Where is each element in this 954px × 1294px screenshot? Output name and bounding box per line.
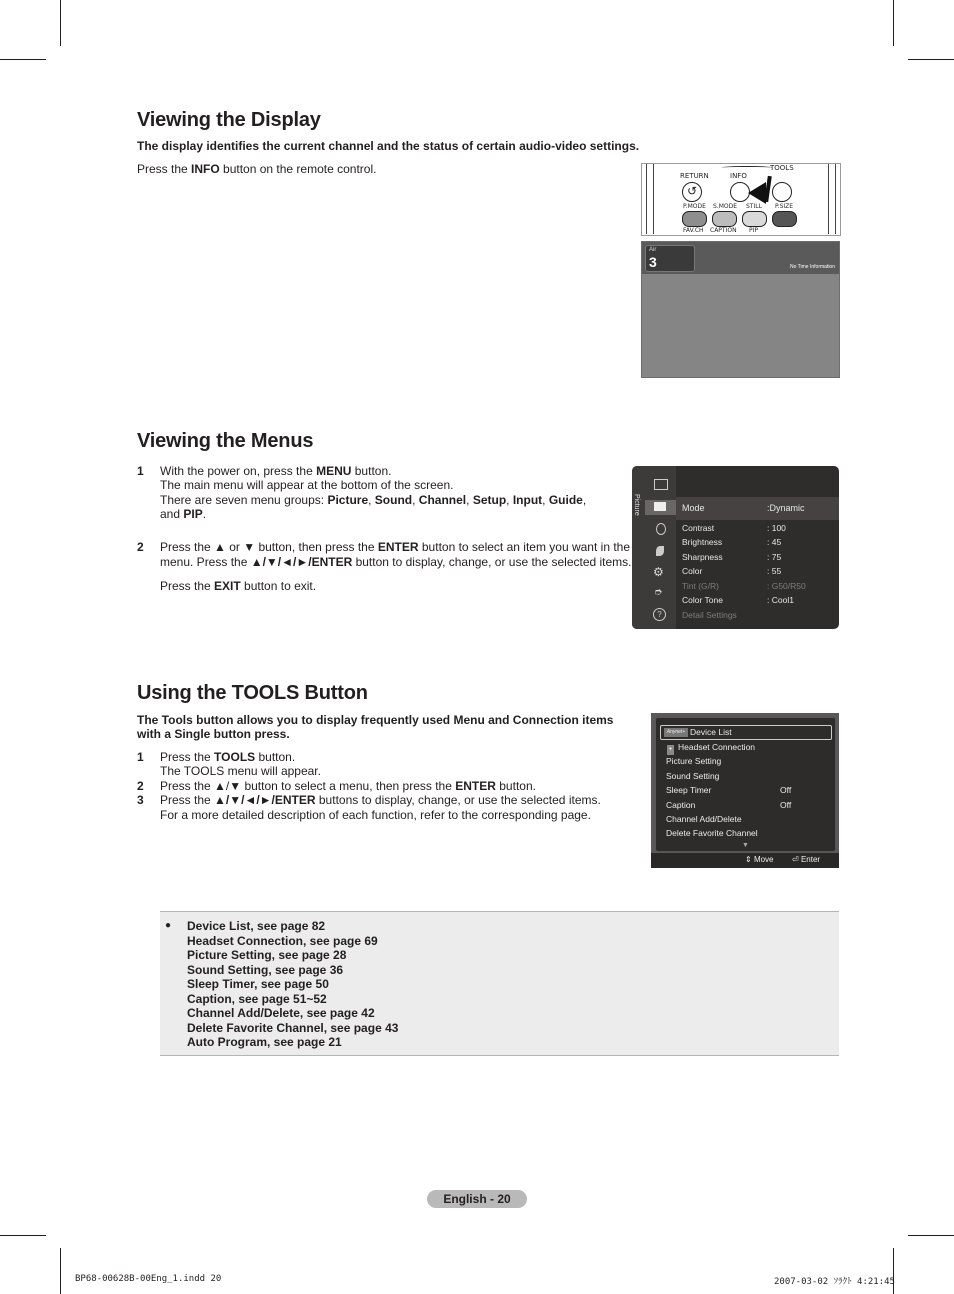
instruction-info: Press the INFO button on the remote control. (137, 162, 377, 176)
page-number-pill: English - 20 (427, 1190, 527, 1208)
menu-sidebar (632, 466, 676, 629)
tv-info-screen (641, 241, 840, 378)
bluetooth-icon: • (667, 745, 674, 755)
section-title-menus: Viewing the Menus (137, 430, 314, 452)
crop-mark (908, 59, 954, 60)
file-name: BP68-00628B-00Eng_1.indd 20 (75, 1274, 222, 1284)
info-label: INFO (730, 172, 747, 180)
tools-menu-item: Channel Add/Delete (666, 814, 742, 824)
return-label: RETURN (680, 172, 709, 180)
menu-row-value: : Cool1 (767, 595, 794, 605)
sound-icon (656, 523, 666, 535)
psize-button (772, 211, 797, 227)
pmode-button (682, 211, 707, 227)
note-line: Sleep Timer, see page 50 (187, 977, 329, 991)
section-intro: The display identifies the current channel and the status of certain audio-video settings. (137, 139, 640, 153)
picture-icon (654, 502, 666, 511)
tools-step1-b: The TOOLS menu will appear. (160, 764, 321, 778)
help-icon: ? (653, 608, 666, 621)
tools-menu-screen (651, 713, 839, 868)
enter-icon: ⏎ (792, 855, 799, 864)
source-label: Air (649, 247, 657, 253)
move-hint: ⇕ Move (745, 855, 774, 864)
return-button (682, 182, 702, 202)
menu-row-label: Sharpness (682, 552, 723, 562)
note-line: Picture Setting, see page 28 (187, 948, 347, 962)
step1-line-a: With the power on, press the MENU button. (160, 464, 392, 478)
menu-row-value: : 100 (767, 523, 786, 533)
still-label: STILL (746, 203, 762, 210)
step-number: 2 (137, 779, 144, 793)
menu-row-label: Color Tone (682, 595, 723, 605)
step-number: 1 (137, 750, 144, 764)
crop-mark (0, 59, 46, 60)
menu-row-value: : 45 (767, 537, 782, 547)
crop-mark (908, 1235, 954, 1236)
favch-label: FAV.CH (683, 227, 704, 234)
enter-hint: ⏎ Enter (792, 855, 821, 864)
updown-icon: ⇕ (745, 855, 752, 864)
crop-mark (893, 0, 894, 46)
setup-gear-icon: ⚙ (653, 565, 664, 579)
tools-menu-item-value: Off (780, 800, 792, 810)
step1-line-c: There are seven menu groups: Picture, Sound, Channel, Setup, Input, Guide, (160, 493, 587, 507)
return-icon: ↺ (687, 184, 698, 198)
channel-box (645, 245, 695, 272)
step2-line-a: Press the ▲ or ▼ button, then press the ENTER button to select an item you want in the (160, 540, 631, 554)
guide-icon (654, 479, 668, 490)
tools-button (772, 182, 792, 202)
smode-button (712, 211, 737, 227)
pmode-label: P.MODE (683, 203, 706, 210)
tools-menu-item: Delete Favorite Channel (666, 828, 758, 838)
scroll-down-icon: ▼ (742, 842, 749, 849)
menu-row-value: : G50/R50 (767, 581, 806, 591)
note-line: Caption, see page 51~52 (187, 991, 327, 1006)
tools-footer (651, 853, 839, 868)
menu-row-value: : 75 (767, 552, 782, 562)
tools-menu-item: Headset Connection (678, 742, 756, 752)
tools-step2: Press the ▲/▼ button to select a menu, then press the ENTER button. (160, 779, 536, 793)
section-title-tools: Using the TOOLS Button (137, 682, 368, 704)
menu-row-label: Tint (G/R) (682, 581, 719, 591)
note-line: Headset Connection, see page 69 (187, 933, 378, 948)
crop-mark (60, 1248, 61, 1294)
anynet-logo: Anynet+ (664, 728, 688, 737)
tools-menu-panel (655, 717, 836, 852)
tools-menu-item-value: Off (780, 785, 792, 795)
note-line: Auto Program, see page 21 (187, 1035, 342, 1049)
step-number: 1 (137, 464, 144, 478)
input-icon: ➮ (654, 587, 663, 598)
channel-number: 3 (649, 254, 657, 270)
channel-icon (656, 546, 664, 556)
still-button (742, 211, 767, 227)
menu-row-label: Color (682, 566, 703, 576)
tools-menu-item: Sound Setting (666, 771, 720, 781)
caption-label: CAPTION (710, 227, 737, 234)
tools-step1-a: Press the TOOLS button. (160, 750, 296, 764)
tools-label: TOOLS (770, 164, 794, 172)
tools-step3-b: For a more detailed description of each function, refer to the corresponding page. (160, 808, 591, 822)
exit-instruction: Press the EXIT button to exit. (160, 579, 317, 593)
print-date: 2007-03-02 ｿﾗｸﾄ 4:21:45 (774, 1277, 895, 1287)
psize-label: P.SIZE (775, 203, 794, 210)
step-number: 3 (137, 793, 144, 807)
tools-menu-item: Sleep Timer (666, 785, 712, 795)
tools-menu-item: Caption (666, 800, 696, 810)
note-line: Channel Add/Delete, see page 42 (187, 1006, 375, 1020)
menu-row-value: : 55 (767, 566, 782, 576)
menu-row-value: :Dynamic (767, 503, 805, 513)
menu-tab-label: Picture (633, 494, 640, 516)
step2-line-b: menu. Press the ▲/▼/◄/►/ENTER button to display, change, or use the selected items. (160, 555, 632, 569)
note-line: Delete Favorite Channel, see page 43 (187, 1020, 399, 1035)
note-line: Device List, see page 82 (187, 919, 326, 933)
smode-label: S.MODE (713, 203, 738, 210)
note-line: Sound Setting, see page 36 (187, 962, 344, 977)
info-button (730, 182, 750, 202)
tools-step3-a: Press the ▲/▼/◄/►/ENTER buttons to display, change, or use the selected items. (160, 793, 601, 807)
menu-row-label: Detail Settings (682, 610, 737, 620)
step1-line-d: and PIP. (160, 507, 207, 521)
menu-row-label: Brightness (682, 537, 723, 547)
crop-mark (60, 0, 61, 46)
tools-menu-item: Device List (690, 727, 732, 737)
remote-control-image (641, 163, 841, 236)
tools-menu-item: Picture Setting (666, 756, 722, 766)
bullet: ● (165, 920, 172, 931)
step-number: 2 (137, 540, 144, 554)
crop-mark (0, 1235, 46, 1236)
pip-label: PIP (749, 227, 759, 234)
menu-row-label: Contrast (682, 523, 715, 533)
section-title-display: Viewing the Display (137, 109, 321, 131)
time-info: No Time Information (789, 264, 835, 270)
step1-line-b: The main menu will appear at the bottom of the screen. (160, 478, 454, 492)
menu-row-label: Mode (682, 503, 705, 513)
tools-intro-line-2: with a Single button press. (137, 727, 290, 741)
note-lines (187, 919, 398, 1050)
tools-intro-line-1: The Tools button allows you to display frequently used Menu and Connection items (137, 713, 614, 727)
picture-menu-screen (632, 466, 839, 629)
cross-reference-note (160, 911, 839, 1056)
crop-mark (893, 1248, 894, 1294)
